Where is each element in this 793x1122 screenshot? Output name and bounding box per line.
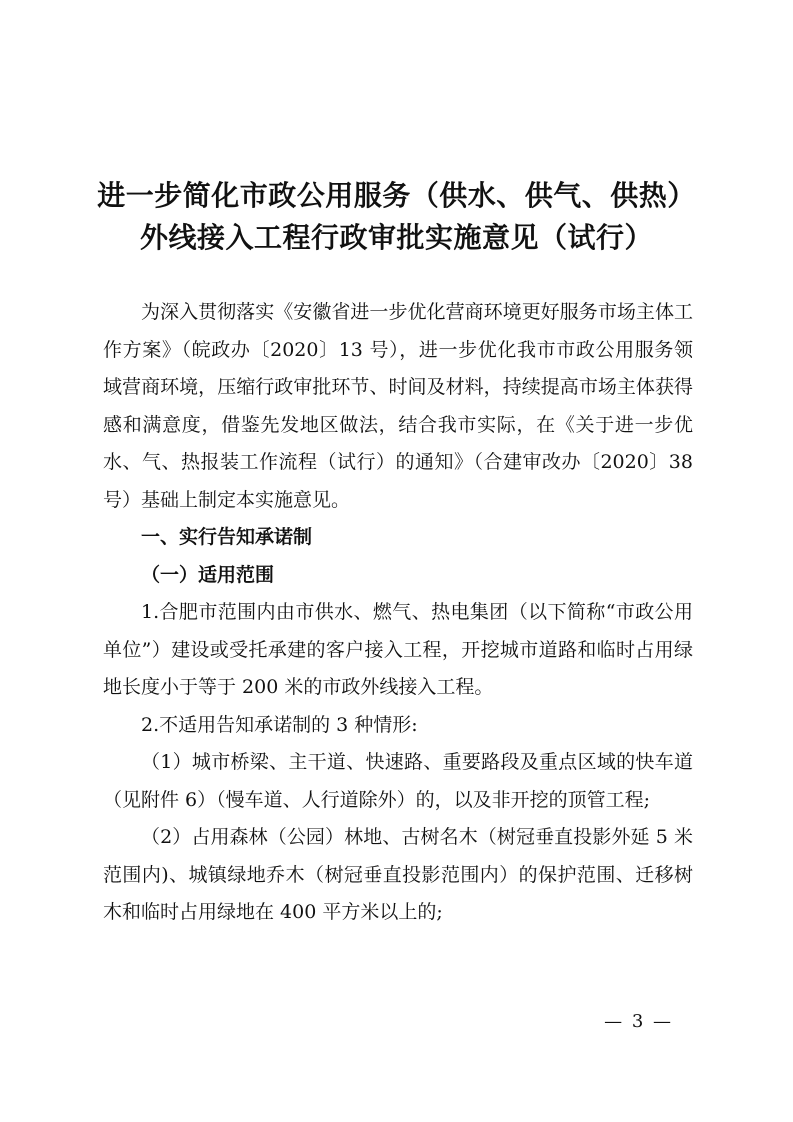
page-number: — 3 —	[604, 1011, 673, 1032]
item-2-paragraph: 2.不适用告知承诺制的 3 种情形:	[141, 713, 418, 736]
item-2-2-paragraph: （2）占用森林（公园）林地、古树名木（树冠垂直投影外延 5 米范围内)、城镇绿地乔木（树冠垂直投影范围内）的保护范围、迁移树木和临时占用绿地在 400 平方米以上的;	[103, 826, 693, 923]
document-title-line-2: 外线接入工程行政审批实施意见（试行）	[139, 221, 653, 254]
section-heading: 一、实行告知承诺制	[141, 526, 313, 548]
item-1-paragraph: 1.合肥市范围内由市供水、燃气、热电集团（以下简称“市政公用单位”）建设或受托承建的客户接入工程，开挖城市道路和临时占用绿地长度小于等于 200 米的市政外线接入工程。	[103, 601, 693, 698]
document-body	[103, 294, 693, 932]
subsection-heading: （一）适用范围	[141, 563, 275, 586]
item-2-1-paragraph: （1）城市桥梁、主干道、快速路、重要路段及重点区域的快车道（见附件 6）（慢车道、人行道除外）的，以及非开挖的顶管工程;	[103, 751, 693, 811]
document-title-line-1: 进一步简化市政公用服务（供水、供气、供热）	[97, 179, 696, 212]
intro-paragraph: 为深入贯彻落实《安徽省进一步优化营商环境更好服务市场主体工作方案》（皖政办〔2020〕13 号），进一步优化我市市政公用服务领域营商环境，压缩行政审批环节、时间及材料，持续提高市场主体获得感和满意度，借鉴先发地区做法，结合我市实际，在《关于进一步优水、气、热报装工作流程（试行）的通知》（合建审改办〔2020〕38 号）基础上制定本实施意见。	[103, 301, 693, 511]
